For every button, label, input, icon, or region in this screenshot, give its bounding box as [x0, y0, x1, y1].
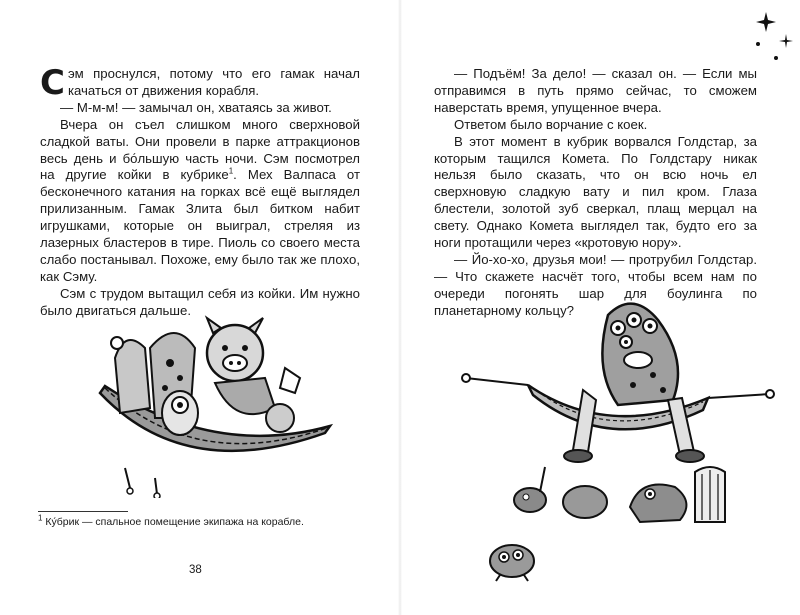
left-page-text	[40, 63, 361, 320]
paragraph-text: эм проснулся, потому что его гамак начал качаться от движения корабля.	[67, 66, 360, 98]
paragraph: — Йо-хо-хо, друзья мои! — протрубил Голдстар. — Что скажете насчёт того, чтобы всем нам по очереди погонять шар для боулинга по планетарному кольцу?	[434, 251, 757, 318]
paragraph: В этот момент в кубрик ворвался Голдстар, за которым тащился Комета. По Голдстару никак нельзя было сказать, что он всю ночь ел сверхновую сладкую вату и пил кром. Глаза блестели, золотой зуб сверкал, плащ мерцал на свету. Однако Комета выглядел так, будто его за ноги протащили через «кротовую нору».	[434, 133, 757, 251]
paragraph: Сэм с трудом вытащил себя из койки. Им нужно было двигаться дальше.	[40, 285, 360, 318]
paragraph: — М-м-м! — замычал он, хватаясь за живот.	[60, 99, 332, 115]
paragraph: Вчера он съел слишком много сверхновой сладкой ваты. Они провели в парке аттракционов весь день и бо́льшую часть ночи. Сэм посмотрел на другие койки в кубрике$^1$. Мех Валпаса от бесконечного катания на горках всё ещё выглядел прилизанным. Гамак Злита был битком набит игрушками, которые он выиграл, стреляя из лазерных бластеров в тире. Пиоль со своего места слабо постанывал. Похоже, ему было так же плохо, как Сэму.	[40, 116, 361, 284]
paragraph: — Подъём! За дело! — сказал он. — Если мы отправимся в путь прямо сейчас, то сможем наверстать время, упущенное вчера.	[434, 66, 757, 115]
small-creature-illustration	[482, 533, 542, 583]
footnote-mark: 1	[38, 513, 43, 523]
hammock-with-toys-illustration	[95, 308, 355, 498]
paragraph-text: Мех Валпаса от бесконечного катания на горках всё ещё выглядел прилизанным. Гамак Злита был битком набит игрушками, которые он выиграл, стреляя из лазерных бластеров в тире. Пиоль со своего места слабо постанывал. Похоже, ему было так же плохо, как Сэму.	[40, 167, 361, 284]
footnote-mark: 1	[228, 167, 234, 177]
footnote-divider	[38, 511, 128, 512]
page-number: 38	[189, 564, 202, 576]
rocks-and-bowling-pins-illustration	[490, 462, 760, 532]
right-page-text	[434, 66, 757, 320]
footnote	[38, 515, 368, 529]
right-page	[400, 0, 800, 615]
sparkle-stars-decoration	[748, 4, 798, 66]
paragraph-text: Вчера он съел слишком много сверхновой сладкой ваты. Они провели в парке аттракционов весь день и бо́льшую часть ночи. Сэм посмотрел на другие койки в кубрике	[40, 116, 360, 183]
drop-cap: С	[40, 63, 65, 103]
paragraph	[40, 63, 360, 103]
footnote-text: Ку́брик — спальное помещение экипажа на корабле.	[45, 516, 304, 528]
alien-in-hammock-illustration	[458, 290, 778, 470]
paragraph: Ответом было ворчание с коек.	[454, 116, 648, 132]
